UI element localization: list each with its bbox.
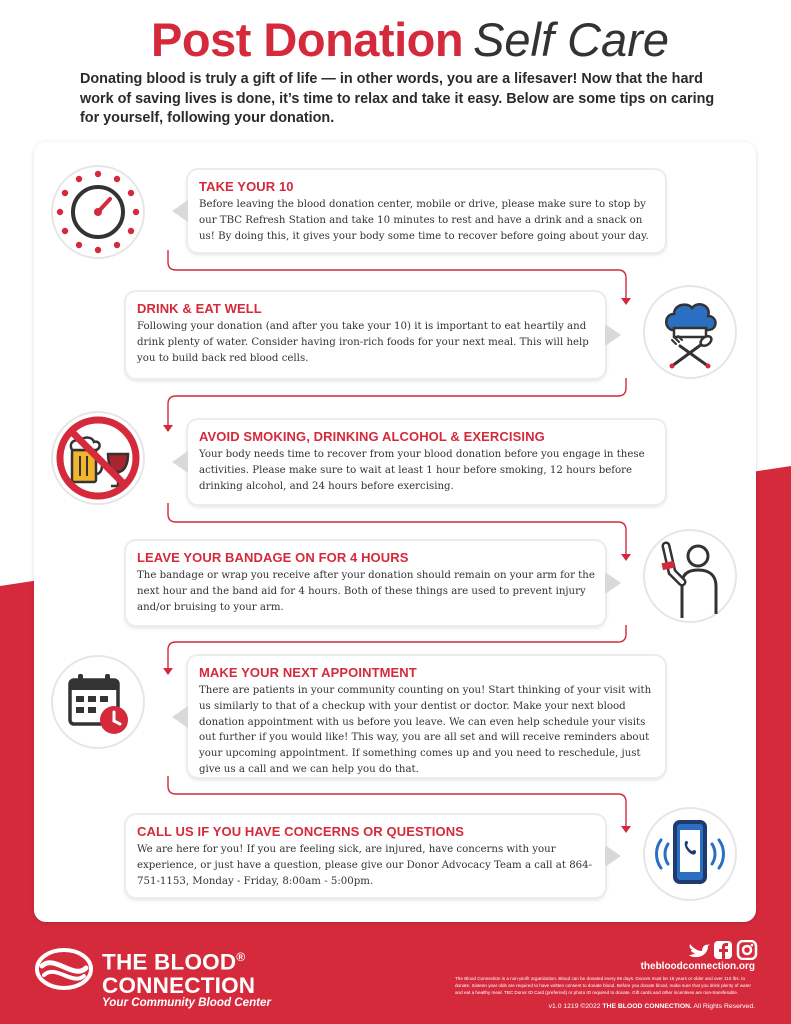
brand-line1: THE BLOOD	[102, 949, 237, 975]
version: v1.0 1219	[548, 1003, 579, 1010]
copyright-year: ©2022	[580, 1003, 601, 1010]
legal-disclaimer: The Blood Connection is a non-profit organization. Blood can be donated every 56 days. Donors must be 16 years or older and over 110 lbs. to donate. Sixteen year olds are required to have written consent to donate blood. Before you donate blood, make sure that you drink plenty of water and eat a healthy meal. TBC Donor ID Card (preferred) or photo ID required to donate. Gift cards and other incentives are non-transferable.	[455, 976, 751, 995]
tip-call-us	[126, 815, 605, 897]
bubble-pointer	[605, 845, 621, 867]
page-title	[80, 10, 740, 70]
gauge-icon	[50, 164, 146, 260]
brand-line2: CONNECTION	[102, 972, 256, 998]
tip-body: There are patients in your community counting on you! Start thinking of your visit with us similarly to that of a checkup with your dentist or doctor. Make your next blood donation appointment with us before you leave. We can even help schedule your visits out further if you would like! This way, you are all set and will receive reminders about your upcoming appointment. If something comes up and you need to reschedule, just give us a call and we can help you do that.	[199, 685, 652, 775]
social-icons	[688, 940, 758, 960]
calendar-clock-icon	[50, 654, 146, 750]
title-light: Self Care	[473, 13, 669, 66]
bubble-pointer	[172, 451, 188, 473]
intro-text: Donating blood is truly a gift of life — in other words, you are a lifesaver! Now that the hard work of saving lives is done, it’s time to relax and take it easy. Below are some tips on caring for yourself, following your donation.	[80, 71, 715, 126]
tip-title: TAKE YOUR 10	[199, 179, 294, 194]
registered-mark: ®	[236, 950, 246, 964]
instagram-icon[interactable]	[738, 941, 756, 959]
chef-hat-utensils-icon	[642, 284, 738, 380]
tip-title: AVOID SMOKING, DRINKING ALCOHOL & EXERCISING	[199, 429, 545, 444]
title-bold: Post Donation	[151, 13, 464, 66]
tip-next-appointment	[188, 656, 665, 777]
bubble-pointer	[605, 572, 621, 594]
bubble-pointer	[605, 324, 621, 346]
bubble-pointer	[172, 706, 188, 728]
website-link[interactable]: thebloodconnection.org	[640, 961, 755, 972]
copyright-org: THE BLOOD CONNECTION.	[602, 1003, 692, 1010]
tip-title: MAKE YOUR NEXT APPOINTMENT	[199, 665, 417, 680]
tip-leave-bandage	[126, 541, 605, 625]
tip-avoid-smoking	[188, 420, 665, 504]
tip-take-your-10	[188, 170, 665, 252]
tip-drink-eat-well	[126, 292, 605, 378]
tip-title: CALL US IF YOU HAVE CONCERNS OR QUESTIONS	[137, 824, 464, 839]
tip-body: Following your donation (and after you take your 10) it is important to eat heartily and drink plenty of water. Consider having iron-rich foods for your next meal. This will help you to build back red blood cells.	[137, 321, 589, 364]
bandaged-arm-icon	[642, 528, 738, 624]
tip-body: We are here for you! If you are feeling sick, are injured, have concerns with your experience, or just have a question, please give our Donor Advocacy Team a call at 864-751-1153, Monday - Friday, 8:00am - 5:00pm.	[137, 844, 593, 887]
copyright	[549, 1003, 755, 1010]
no-alcohol-icon	[50, 410, 146, 506]
facebook-icon[interactable]	[714, 941, 732, 959]
bubble-pointer	[172, 200, 188, 222]
brand-name	[102, 946, 255, 997]
twitter-icon[interactable]	[689, 943, 710, 957]
tip-body: The bandage or wrap you receive after your donation should remain on your arm for the next hour and the band aid for 4 hours. Both of these things are used to prevent injury and/or bruising to your arm.	[137, 570, 595, 613]
tip-body: Your body needs time to recover from your blood donation before you engage in these activities. Please make sure to wait at least 1 hour before smoking, 12 hours before drinking alcohol, and 24 hours before exercising.	[199, 449, 645, 492]
tip-body: Before leaving the blood donation center, mobile or drive, please make sure to stop by our TBC Refresh Station and take 10 minutes to rest and have a drink and a snack on us! By doing this, it gives your body some time to recover before going about your day.	[199, 199, 649, 242]
phone-ringing-icon	[642, 806, 738, 902]
tip-title: LEAVE YOUR BANDAGE ON FOR 4 HOURS	[137, 550, 409, 565]
rights-reserved: All Rights Reserved.	[693, 1003, 755, 1010]
tip-title: DRINK & EAT WELL	[137, 301, 262, 316]
blood-connection-logo-icon	[34, 944, 94, 994]
tagline: Your Community Blood Center	[102, 996, 271, 1009]
